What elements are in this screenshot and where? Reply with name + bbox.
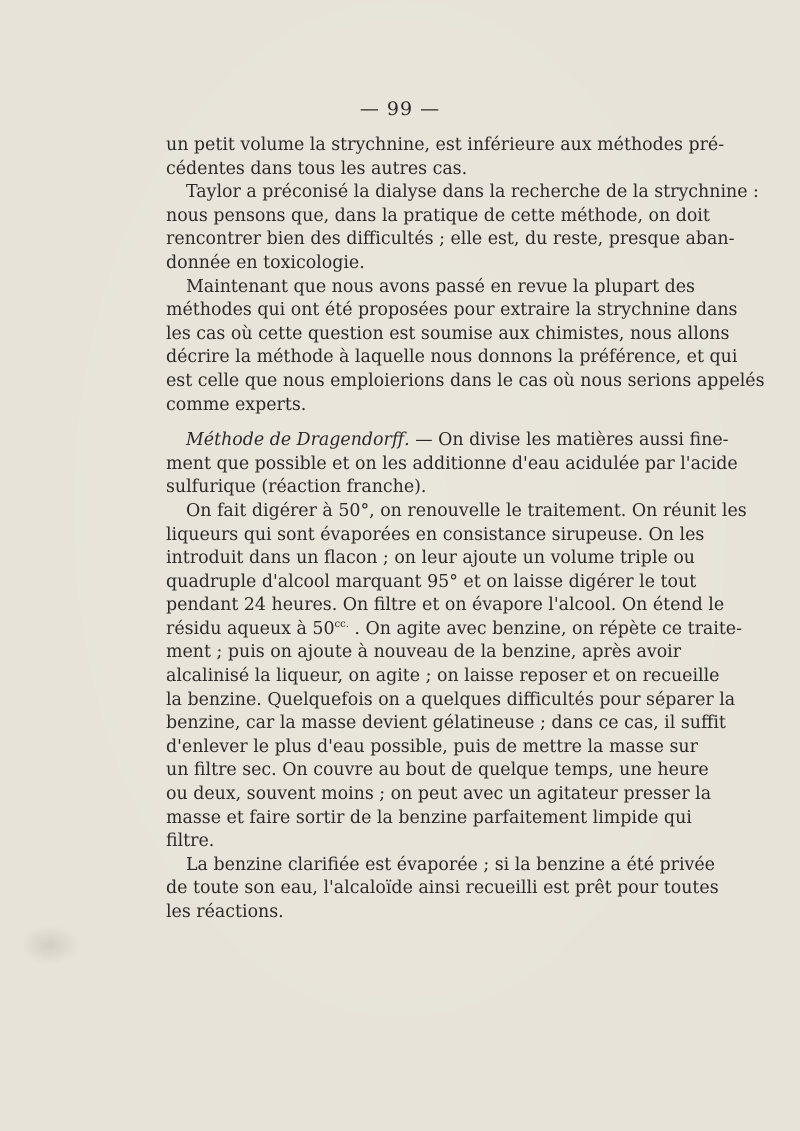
text-line: un filtre sec. On couvre au bout de quelque temps, une heure [166, 760, 709, 781]
text-line: liqueurs qui sont évaporées en consistance sirupeuse. On les [166, 524, 705, 545]
paragraph-5 [166, 500, 747, 854]
text-line: ou deux, souvent moins ; on peut avec un agitateur presser la [166, 784, 712, 805]
text-line: la benzine. Quelquefois on a quelques difficultés pour séparer la [166, 689, 736, 710]
text-line [166, 429, 729, 453]
text-line: quadruple d'alcool marquant 95° et on laisse digérer le tout [166, 571, 697, 592]
text-line: donnée en toxicologie. [166, 252, 365, 273]
text-run: — On divise les matières aussi fine- [409, 430, 729, 451]
text-line: les réactions. [166, 902, 284, 922]
paragraph-2 [166, 181, 759, 275]
text-line: nous pensons que, dans la pratique de cette méthode, on doit [166, 205, 710, 226]
text-line: benzine, car la masse devient gélatineuse ; dans ce cas, il suffit [166, 713, 726, 734]
text-line: comme experts. [166, 394, 307, 415]
text-run: . On agite avec benzine, on répète ce traite- [348, 618, 742, 639]
text-line: La benzine clarifiée est évaporée ; si la benzine a été privée [186, 854, 715, 875]
text-line: ment ; puis on ajoute à nouveau de la benzine, après avoir [166, 642, 682, 663]
text-line: un petit volume la strychnine, est inférieure aux méthodes pré- [166, 135, 725, 155]
paper-smudge [20, 925, 80, 965]
text-line: est celle que nous emploierions dans le cas où nous serions appelés [166, 370, 765, 391]
page-number: — 99 — [359, 98, 441, 120]
section-gap [166, 417, 642, 429]
paragraph-3 [166, 276, 765, 418]
body-text [166, 134, 765, 925]
text-line: masse et faire sortir de la benzine parfaitement limpide qui [166, 807, 692, 828]
text-line: sulfurique (réaction franche). [166, 477, 427, 498]
text-line: de toute son eau, l'alcaloïde ainsi recueilli est prêt pour toutes [166, 878, 719, 899]
text-line: On fait digérer à 50°, on renouvelle le traitement. On réunit les [186, 500, 747, 521]
paragraph-4 [166, 429, 738, 500]
paragraph-6 [166, 854, 719, 925]
text-line: Maintenant que nous avons passé en revue la plupart des [186, 276, 695, 297]
text-line: méthodes qui ont été proposées pour extraire la strychnine dans [166, 300, 738, 321]
text-line [166, 618, 742, 642]
text-line: décrire la méthode à laquelle nous donnons la préférence, et qui [166, 347, 738, 368]
method-heading: Méthode de Dragendorff. [186, 430, 410, 451]
text-line: introduit dans un flacon ; on leur ajoute un volume triple ou [166, 548, 695, 569]
text-run: résidu aqueux à 50 [166, 618, 335, 639]
paragraph-1 [166, 134, 725, 181]
text-line: ment que possible et on les additionne d'eau acidulée par l'acide [166, 453, 738, 474]
unit-superscript: cc. [334, 618, 349, 630]
text-line: rencontrer bien des difficultés ; elle est, du reste, presque aban- [166, 229, 735, 250]
text-line: filtre. [166, 831, 215, 852]
text-line: alcalinisé la liqueur, on agite ; on laisse reposer et on recueille [166, 666, 720, 687]
text-line: cédentes dans tous les autres cas. [166, 158, 468, 179]
text-line: pendant 24 heures. On filtre et on évapore l'alcool. On étend le [166, 595, 725, 616]
text-line: Taylor a préconisé la dialyse dans la recherche de la strychnine : [186, 182, 759, 203]
text-line: d'enlever le plus d'eau possible, puis de mettre la masse sur [166, 736, 698, 757]
text-line: les cas où cette question est soumise aux chimistes, nous allons [166, 323, 730, 344]
